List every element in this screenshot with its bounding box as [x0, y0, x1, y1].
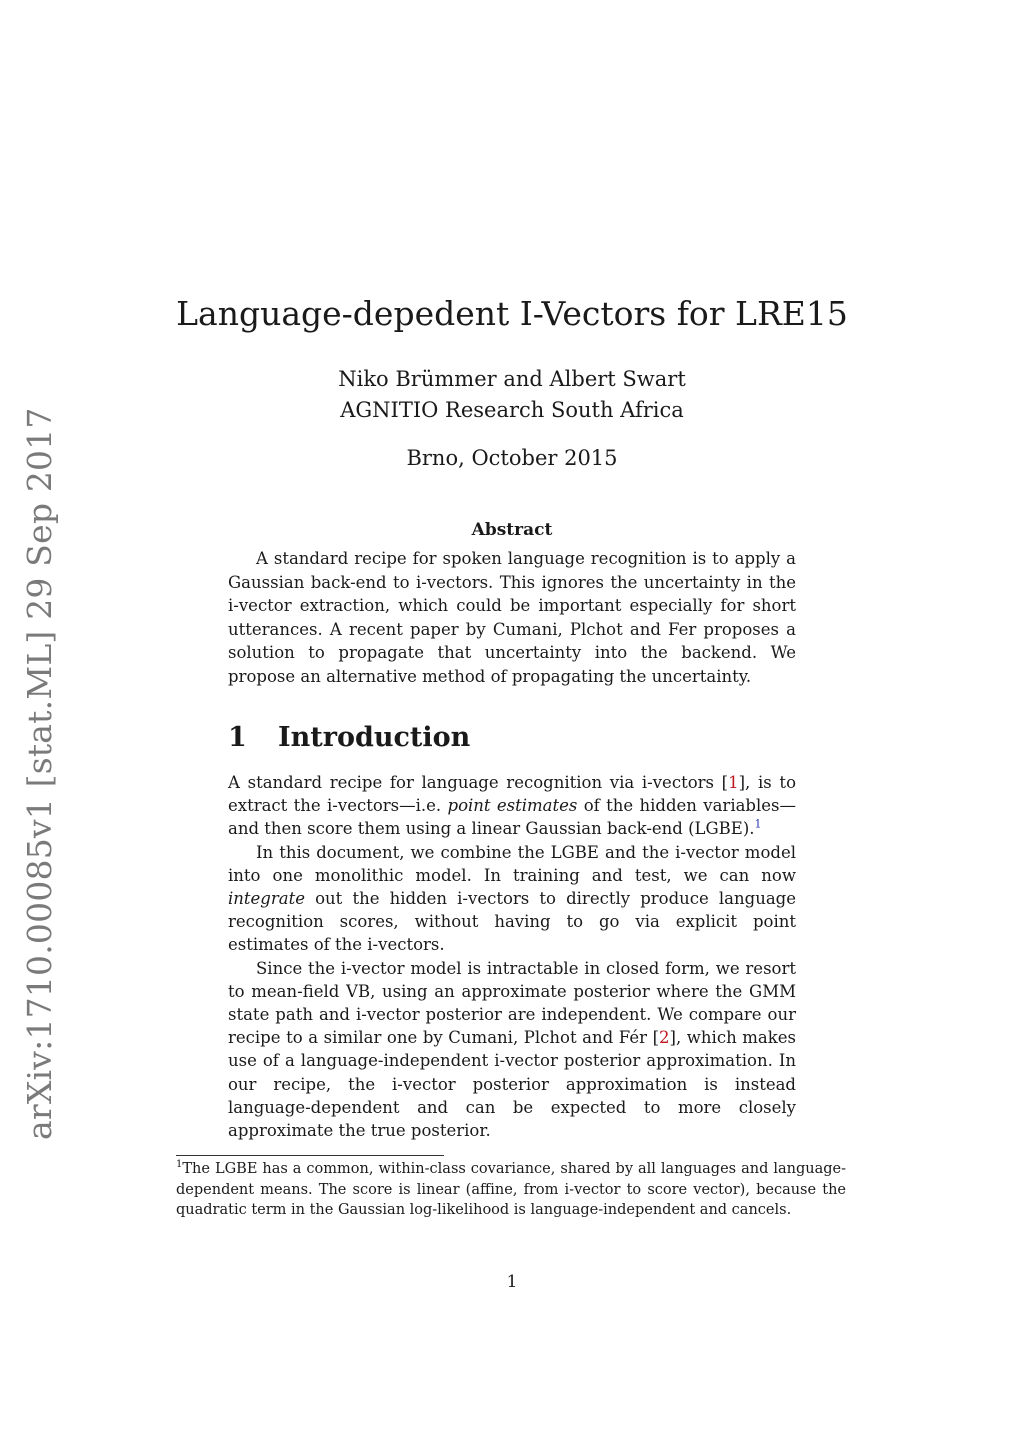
footnote: [176, 1159, 846, 1221]
footnote-mark: 1: [176, 1159, 183, 1171]
paragraph-3: [228, 957, 796, 1143]
abstract-text: A standard recipe for spoken language recognition is to apply a Gaussian back-end to i-vectors. This ignores the uncertainty in the i-vector extraction, which could be important especially for short utterances. A recent paper by Cumani, Plchot and Fer proposes a solution to propagate that uncertainty into the backend. We propose an alternative method of propagating the uncertainty.: [228, 549, 796, 686]
text-run: Since the i-vector model is intractable in closed form, we resort to mean-field VB, using an approximate posterior where the GMM state path and i-vector posterior are independent. We compare our recipe to a similar one by Cumani, Plchot and Fér [: [228, 958, 796, 1048]
section-body: [228, 771, 796, 1142]
emphasis: integrate: [228, 889, 305, 909]
text-run: out the hidden i-vectors to directly produce language recognition scores, without having to go via explicit point estimates of the i-vectors.: [228, 889, 796, 955]
paragraph-2: [228, 841, 796, 957]
affiliation: AGNITIO Research South Africa: [340, 398, 684, 422]
footnote-ref-link[interactable]: 1: [754, 817, 762, 831]
footnote-rule: [176, 1155, 444, 1156]
text-run: In this document, we combine the LGBE and the i-vector model into one monolithic model. In training and test, we can now: [228, 842, 796, 885]
section-heading-introduction: [228, 720, 470, 756]
page-number: 1: [506, 1272, 518, 1292]
abstract-heading: Abstract: [471, 520, 553, 540]
citation-link-2[interactable]: 2: [659, 1028, 670, 1048]
citation-link-1[interactable]: 1: [728, 773, 739, 792]
paper-title: Language-depedent I-Vectors for LRE15: [176, 294, 848, 333]
text-run: of the hidden variables—and then score them using a linear Gaussian back-end (LGBE).: [228, 796, 797, 839]
text-run: A standard recipe for language recognition via i-vectors [: [228, 773, 729, 792]
paragraph-1: [228, 771, 796, 841]
section-title: Introduction: [278, 722, 471, 753]
author-names: Niko Brümmer and Albert Swart: [338, 367, 686, 391]
footnote-text: The LGBE has a common, within-class covariance, shared by all languages and language-dependent means. The score is linear (affine, from i-vector to score vector), because the quadratic term in the Gaussian log-likelihood is language-independent and cancels.: [176, 1161, 846, 1219]
text-run: ], which makes use of a language-independent i-vector posterior approximation. In our recipe, the i-vector posterior approximation is instead language-dependent and can be expected to more closely approximate the true posterior.: [228, 1028, 796, 1141]
date-line: Brno, October 2015: [406, 446, 618, 470]
arxiv-identifier: arXiv:1710.00085v1 [stat.ML] 29 Sep 2017: [20, 407, 59, 1140]
section-number: 1: [228, 722, 247, 753]
emphasis: point estimates: [447, 796, 578, 816]
author-block: [0, 364, 1024, 426]
text-run: ], is to extract the i-vectors—i.e.: [228, 773, 796, 816]
